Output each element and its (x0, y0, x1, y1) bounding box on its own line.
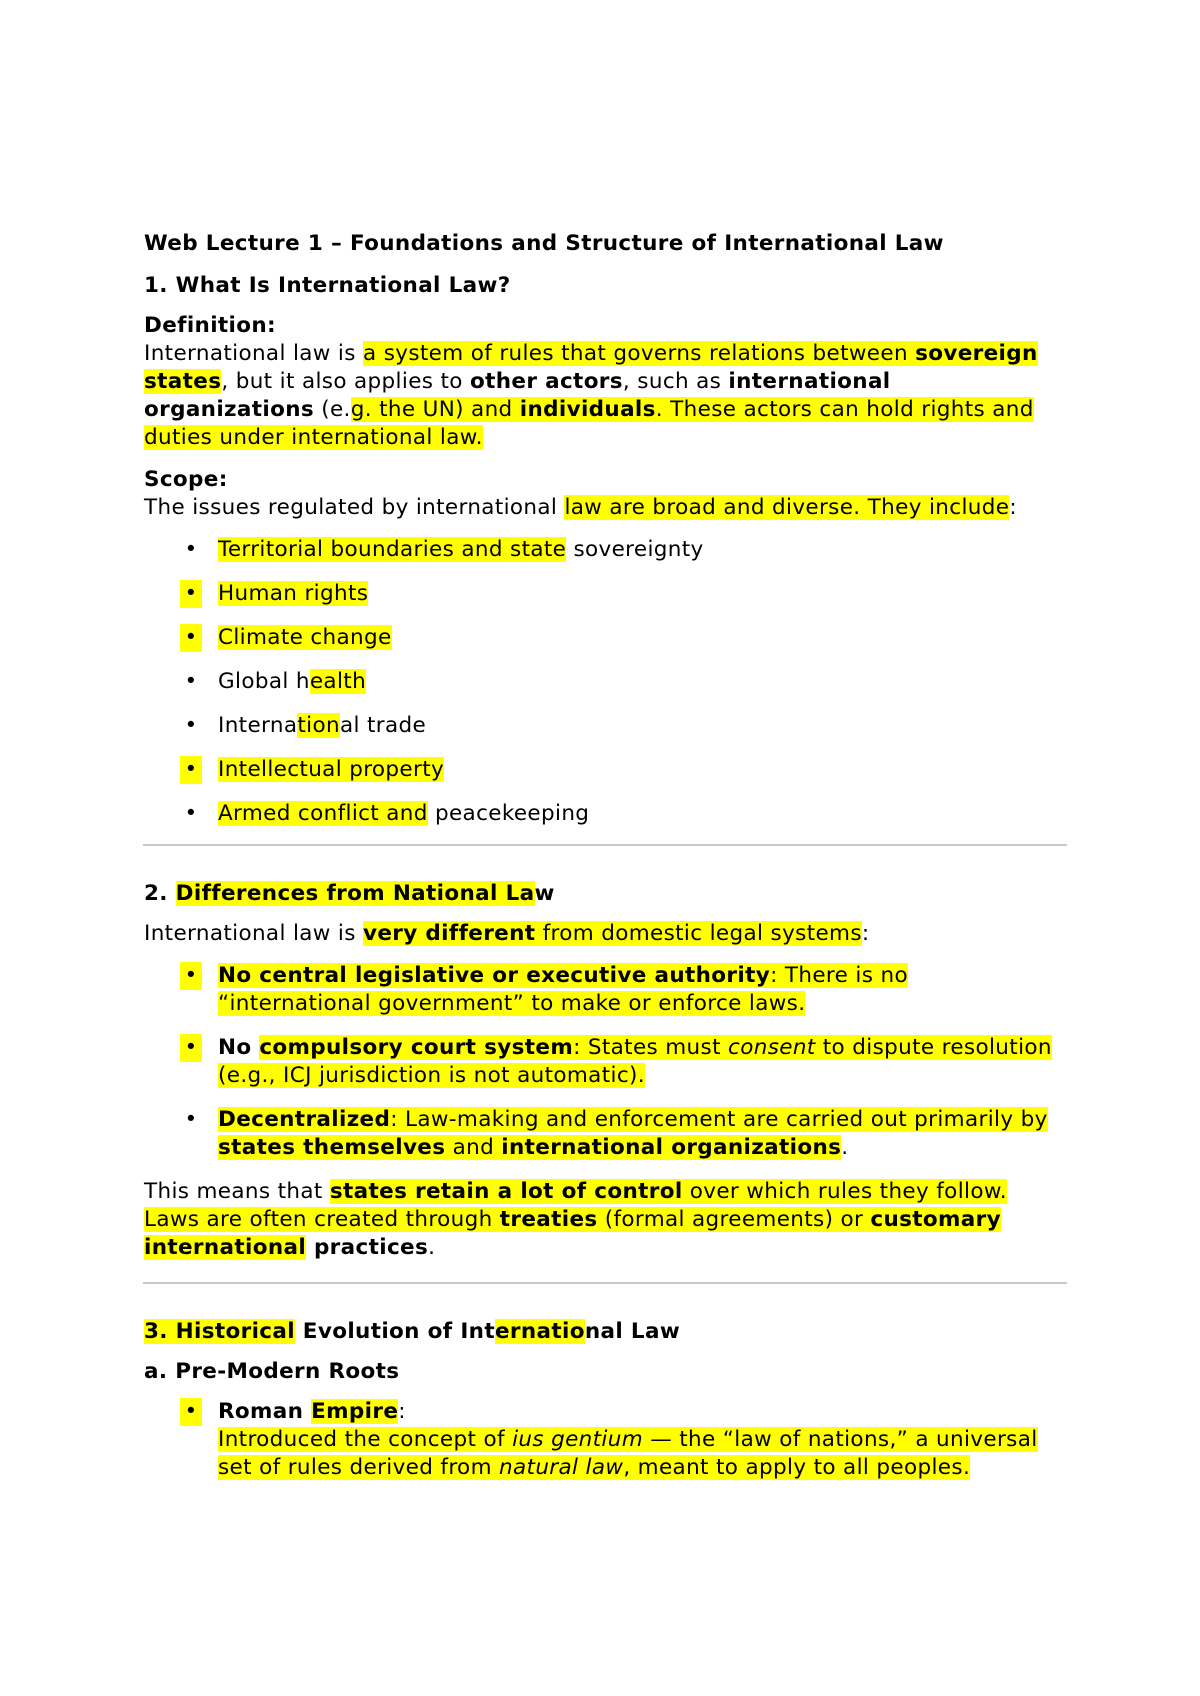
list-item: • International trade (144, 712, 1066, 740)
list-item: • Decentralized: Law-making and enforcement are carried out primarily by states themselves and international organizations. (144, 1106, 1066, 1162)
differences-list (144, 962, 1066, 1162)
subsection-heading: a. Pre-Modern Roots (144, 1359, 400, 1384)
bullet-icon: • (180, 624, 202, 652)
scope-list (144, 536, 1066, 828)
scope-paragraph: The issues regulated by international law are broad and diverse. They include: (144, 495, 1017, 520)
section-2-intro: International law is very different from domestic legal systems: (144, 921, 870, 946)
bullet-icon: • (184, 537, 198, 562)
bullet-icon: • (180, 1398, 202, 1426)
roots-list (144, 1398, 1066, 1482)
list-item: • Intellectual property (144, 756, 1066, 784)
list-item: • No compulsory court system: States must consent to dispute resolution (e.g., ICJ jurisdiction is not automatic). (144, 1034, 1066, 1090)
list-item: • Roman Empire: Introduced the concept of ius gentium — the “law of nations,” a universal set of rules derived from natural law, meant to apply to all peoples. (144, 1398, 1066, 1482)
document-body (144, 230, 1066, 1498)
list-item: • Human rights (144, 580, 1066, 608)
horizontal-divider (143, 1282, 1067, 1284)
bullet-icon: • (184, 801, 198, 826)
bullet-icon: • (180, 756, 202, 784)
list-item: • No central legislative or executive authority: There is no “international government” to make or enforce laws. (144, 962, 1066, 1018)
list-item: • Armed conflict and peacekeeping (144, 800, 1066, 828)
scope-label: Scope: (144, 467, 228, 492)
list-item: • Territorial boundaries and state sovereignty (144, 536, 1066, 564)
bullet-icon: • (184, 669, 198, 694)
horizontal-divider (143, 844, 1067, 846)
section-1-heading: 1. What Is International Law? (144, 273, 511, 298)
list-item: • Global health (144, 668, 1066, 696)
bullet-icon: • (180, 962, 202, 990)
section-3-heading: 3. Historical Evolution of International Law (144, 1319, 681, 1344)
bullet-icon: • (184, 1107, 198, 1132)
list-item: • Climate change (144, 624, 1066, 652)
document-title: Web Lecture 1 – Foundations and Structure of International Law (144, 231, 944, 256)
section-2-summary: This means that states retain a lot of control over which rules they follow. Laws are often created through treaties (formal agreements) or customary international practices. (144, 1179, 1007, 1260)
bullet-icon: • (180, 1034, 202, 1062)
definition-label: Definition: (144, 313, 276, 338)
bullet-icon: • (184, 713, 198, 738)
bullet-icon: • (180, 580, 202, 608)
definition-paragraph: International law is a system of rules that governs relations between sovereign states, but it also applies to other actors, such as international organizations (e.g. the UN) and individuals. These actors can hold rights and duties under international law. (144, 341, 1038, 450)
section-2-heading: 2. Differences from National Law (144, 881, 555, 906)
